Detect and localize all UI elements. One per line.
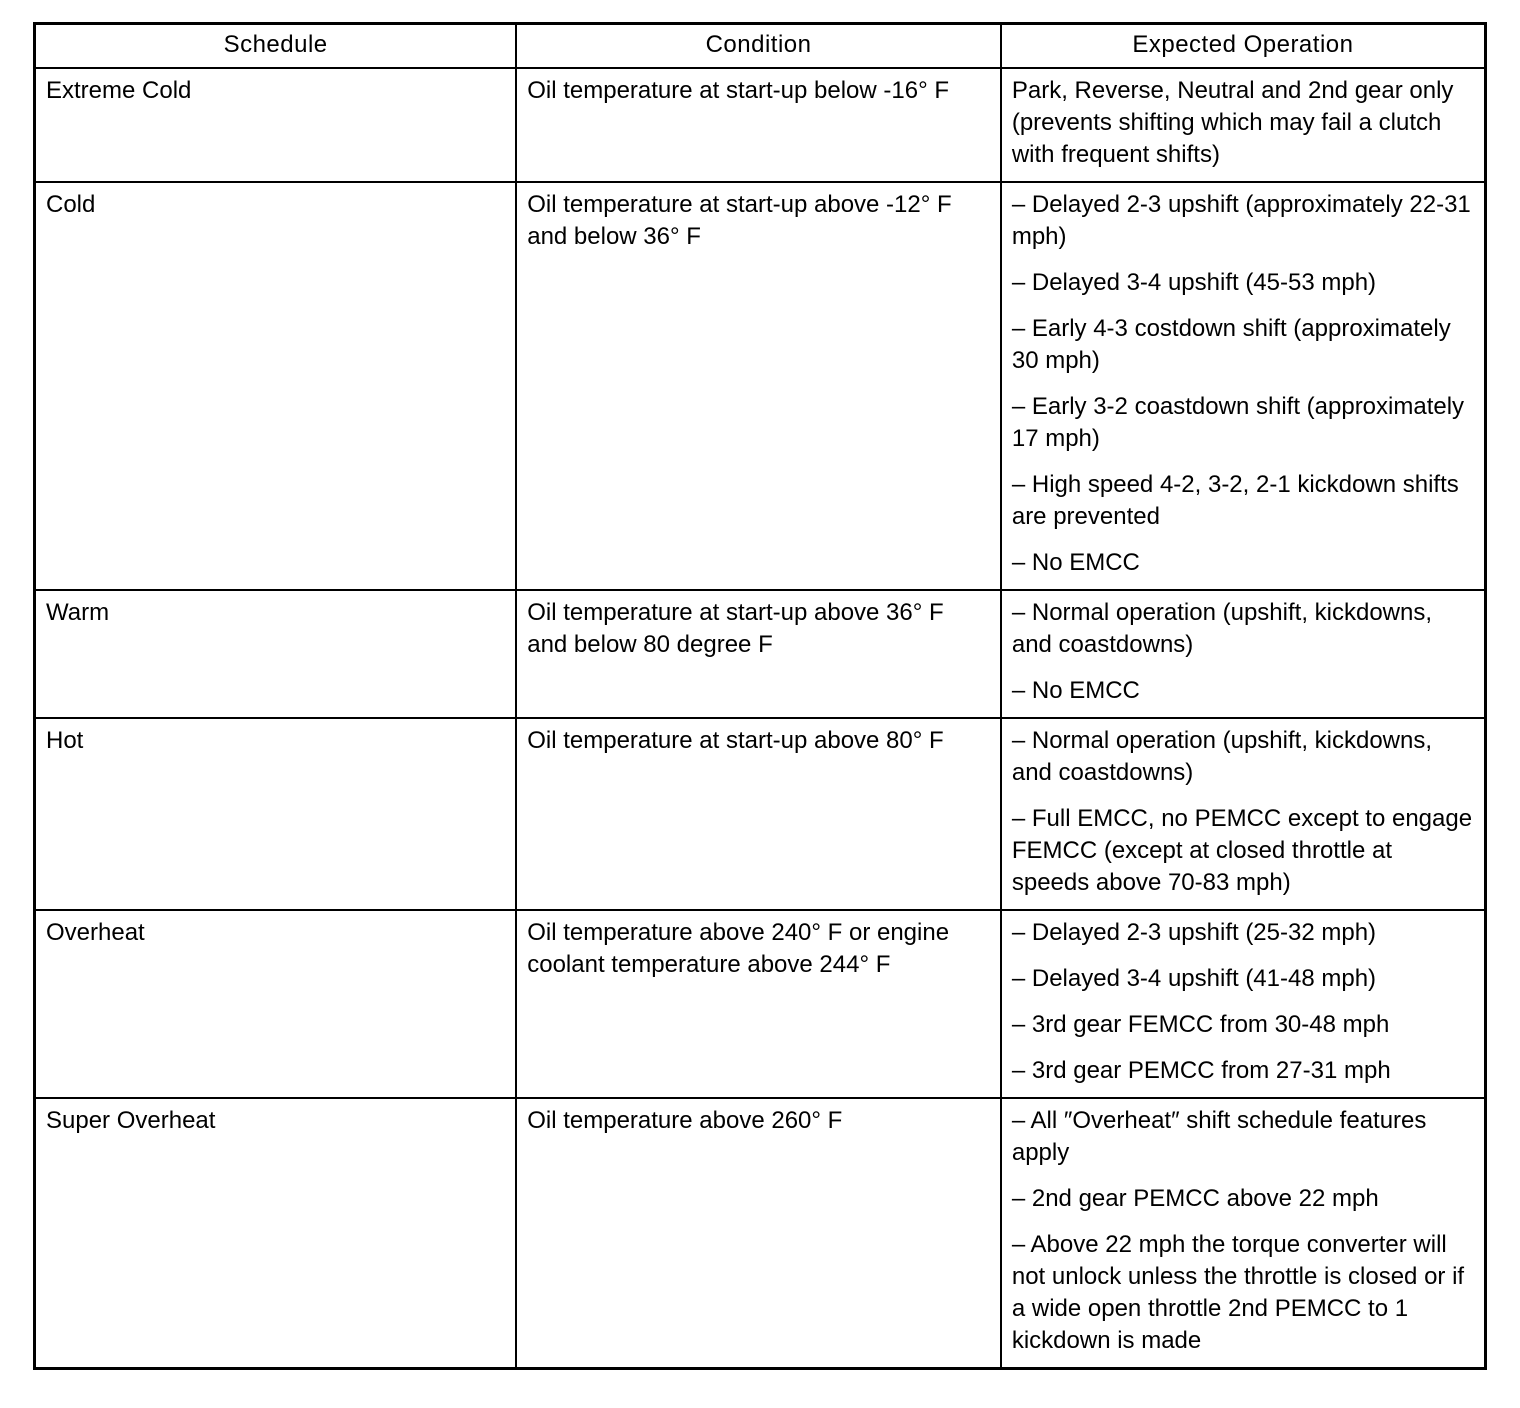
schedule-cell: Hot [35, 718, 517, 910]
condition-cell: Oil temperature at start-up below -16° F [516, 68, 1001, 182]
condition-cell: Oil temperature at start-up above 36° F and below 80 degree F [516, 590, 1001, 718]
shift-schedule-table [33, 22, 1487, 1370]
operation-item: – Above 22 mph the torque converter will not unlock unless the throttle is closed or if a wide open throttle 2nd PEMCC to 1 kickdown is made [1011, 1231, 1465, 1354]
operations-cell [1001, 718, 1486, 910]
schedule-cell: Super Overheat [35, 1098, 517, 1369]
condition-cell: Oil temperature at start-up above -12° F and below 36° F [516, 182, 1001, 590]
table-row [35, 590, 1486, 718]
table-row [35, 182, 1486, 590]
operation-item: – Early 3-2 coastdown shift (approximately 17 mph) [1011, 393, 1465, 452]
operation-item: – Delayed 2-3 upshift (approximately 22-31 mph) [1011, 191, 1471, 250]
operation-item: – Full EMCC, no PEMCC except to engage FEMCC (except at closed throttle at speeds above 70-83 mph) [1011, 805, 1473, 896]
operation-item: – Normal operation (upshift, kickdowns, and coastdowns) [1011, 599, 1433, 658]
table-row [35, 1098, 1486, 1369]
operations-cell [1001, 1098, 1486, 1369]
table-row [35, 68, 1486, 182]
operation-item: – No EMCC [1011, 549, 1140, 576]
operation-item: – 3rd gear PEMCC from 27-31 mph [1011, 1057, 1391, 1084]
operations-cell [1001, 68, 1486, 182]
operation-item: – Delayed 3-4 upshift (45-53 mph) [1011, 269, 1377, 296]
operation-item: – Delayed 3-4 upshift (41-48 mph) [1011, 965, 1377, 992]
operation-item: – 3rd gear FEMCC from 30-48 mph [1011, 1011, 1390, 1038]
operation-item: – Early 4-3 costdown shift (approximately 30 mph) [1011, 315, 1451, 374]
operation-item: – All ″Overheat″ shift schedule features apply [1011, 1107, 1427, 1166]
schedule-cell: Extreme Cold [35, 68, 517, 182]
operations-cell [1001, 590, 1486, 718]
schedule-cell: Warm [35, 590, 517, 718]
operation-item: Park, Reverse, Neutral and 2nd gear only (prevents shifting which may fail a clutch with frequent shifts) [1011, 77, 1454, 168]
header-row [35, 24, 1486, 69]
header-schedule: Schedule [35, 24, 517, 69]
operation-item: – No EMCC [1011, 677, 1140, 704]
condition-cell: Oil temperature above 260° F [516, 1098, 1001, 1369]
operations-cell [1001, 182, 1486, 590]
condition-cell: Oil temperature at start-up above 80° F [516, 718, 1001, 910]
table-row [35, 910, 1486, 1098]
schedule-cell: Overheat [35, 910, 517, 1098]
schedule-cell: Cold [35, 182, 517, 590]
condition-cell: Oil temperature above 240° F or engine coolant temperature above 244° F [516, 910, 1001, 1098]
operation-item: – Normal operation (upshift, kickdowns, and coastdowns) [1011, 727, 1433, 786]
operation-item: – Delayed 2-3 upshift (25-32 mph) [1011, 919, 1377, 946]
table-row [35, 718, 1486, 910]
operations-cell [1001, 910, 1486, 1098]
header-condition: Condition [516, 24, 1001, 69]
operation-item: – High speed 4-2, 3-2, 2-1 kickdown shifts are prevented [1011, 471, 1459, 530]
header-expected-operation: Expected Operation [1001, 24, 1486, 69]
operation-item: – 2nd gear PEMCC above 22 mph [1011, 1185, 1379, 1212]
